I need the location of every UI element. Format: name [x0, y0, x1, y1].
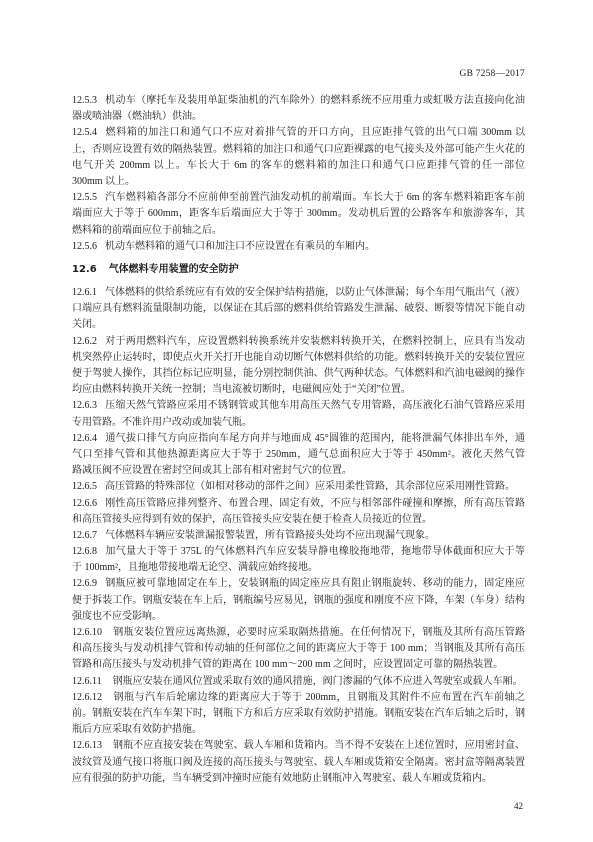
clause-text: 机动车燃料箱的通气口和加注口不应设置在有乘员的车厢内。 — [105, 240, 375, 252]
clause-text: 气体燃料的供给系统应有有效的安全保护结构措施，以防止气体泄漏；每个车用气瓶出气（液） — [105, 287, 525, 299]
clause-line — [72, 125, 525, 141]
clause-line: 端面应大于等于 600mm，距客车后端面应大于等于 300mm。发动机后置的公路客车和旅游客车，其 — [72, 208, 525, 220]
clause-line: 气口至排气管和其他热源距离应大于等于 250mm，通气总面积应大于等于 450mm²。液化天然气管 — [72, 448, 525, 460]
section-number: 12.6 — [72, 263, 97, 275]
clause-number: 12.6.3 — [72, 400, 97, 412]
clause-line — [72, 674, 525, 690]
clause-line — [72, 544, 525, 560]
clause-12-6-13 — [72, 738, 525, 787]
clause-12-6-8 — [72, 544, 525, 576]
clause-text: 通气拔口排气方向应指向车尾方向并与地面成 45°圆锥的范围内，能将泄漏气体排出车外，通 — [105, 432, 525, 444]
clause-number: 12.6.7 — [72, 529, 97, 541]
clause-line — [72, 239, 525, 255]
clause-text: 气体燃料车辆应安装泄漏报警装置，所有管路接头处均不应出现漏气现象。 — [105, 529, 435, 541]
clause-number: 12.6.6 — [72, 497, 97, 509]
clause-12-6-1 — [72, 285, 525, 334]
clause-number: 12.6.10 — [72, 627, 102, 638]
clause-12-6-10 — [72, 625, 525, 674]
clause-number: 12.6.5 — [72, 481, 97, 493]
clause-number: 12.5.4 — [72, 127, 97, 139]
clause-12-6-9 — [72, 576, 525, 625]
clause-12-6-3 — [72, 398, 525, 430]
clause-line: 瓶后方应采取有效防护措施。 — [72, 724, 202, 736]
clause-line: 关闭。 — [72, 319, 102, 331]
clause-number: 12.6.9 — [72, 578, 97, 590]
clause-line: 和高压接头与发动机排气管和传动轴的任何部位之间的距离应大于等于 100 mm；当钢瓶及其所有高压 — [72, 643, 525, 655]
clause-line: 便于驾驶人操作，其挡位标记应明显，能分别控制供油、供气两种状态。气体燃料和汽油电磁阀的操作 — [72, 368, 525, 379]
clause-number: 12.6.2 — [72, 335, 97, 347]
clause-line: 上，否则应设置有效的隔热装置。燃料箱的加注口和通气口应距裸露的电气接头及外部可能产生火花的 — [72, 143, 525, 155]
clause-line — [72, 479, 525, 495]
clause-line — [72, 528, 525, 544]
clause-number: 12.6.12 — [72, 691, 102, 703]
clause-12-6-5 — [72, 479, 525, 495]
clause-text: 钢瓶安装位置应远离热源，必要时应采取隔热措施。在任何情况下，钢瓶及其所有高压管路 — [113, 627, 525, 638]
clause-line: 专用管路。不准许用户改动或加装气瓶。 — [72, 416, 252, 428]
clause-line — [72, 398, 525, 414]
clause-line — [72, 190, 525, 206]
clause-text: 加气量大于等于 375L 的气体燃料汽车应安装导静电橡胶拖地带，拖地带导体截面积应大于等 — [105, 546, 525, 558]
clause-line — [72, 334, 525, 350]
clause-line: 300mm 以上。 — [72, 175, 136, 187]
clause-12-6-4 — [72, 431, 525, 480]
clause-line — [72, 285, 525, 301]
clause-line — [72, 690, 525, 706]
clause-number: 12.5.6 — [72, 240, 97, 252]
clause-12-5-3 — [72, 93, 525, 125]
clause-line: 便于拆装工作。钢瓶安装在车上后，钢瓶编号应易见，钢瓶的强度和刚度不应下降，车架（车身）结构 — [72, 594, 525, 606]
clause-line: 和高压管接头应得到有效的保护，高压管接头应安装在便于检查人员接近的位置。 — [72, 513, 432, 525]
clause-line: 前。钢瓶安装在汽车车架下时，钢瓶下方和后方应采取有效防护措施。钢瓶安装在汽车后轴之后时，钢 — [72, 707, 525, 719]
clause-number: 12.6.13 — [72, 740, 102, 752]
clause-line: 于 100mm²，且拖地带接地端无论空、满载应始终接地。 — [72, 562, 319, 574]
clause-line — [72, 496, 525, 512]
clause-line: 器或喷油器（燃油轨）供油。 — [72, 111, 202, 123]
clause-line: 强度也不应受影响。 — [72, 610, 162, 622]
clause-number: 12.6.11 — [72, 675, 102, 687]
clause-line — [72, 738, 525, 754]
clause-text: 高压管路的特殊部位（如相对移动的部件之间）应采用柔性管路，其余部位应采用刚性管路。 — [105, 481, 515, 493]
clause-text: 燃料箱的加注口和通气口不应对着排气管的开口方向，且应距排气管的出气口端 300mm 以 — [105, 127, 525, 139]
clause-line: 应有很强的防护功能，当车辆受到冲撞时应能有效地防止钢瓶冲入驾驶室、载人车厢或货箱内。 — [72, 772, 492, 784]
clause-12-5-4 — [72, 125, 525, 190]
clause-text: 刚性高压管路应排列整齐、布置合理、固定有效，不应与相邻部件碰撞和摩擦，所有高压管路 — [105, 497, 525, 509]
clause-line — [72, 93, 525, 109]
clause-line: 机突然停止运转时，即使点火开关打开也能自动切断气体燃料供给的功能。燃料转换开关的安装位置应 — [72, 351, 525, 363]
clause-text: 钢瓶应被可靠地固定在车上，安装钢瓶的固定座应具有阻止钢瓶旋转、移动的能力，固定座应 — [105, 578, 525, 590]
clause-12-6-7 — [72, 528, 525, 544]
clause-line: 电气开关 200mm 以上。车长大于 6m 的客车的燃料箱的加注口和通气口应距排气管的任一部位 — [72, 159, 525, 171]
clause-line: 路减压阀不应设置在密封空间或其上部有相对密封气穴的位置。 — [72, 465, 352, 477]
clause-line: 管路和高压接头与发动机排气管的距离在 100 mm～200 mm 之间时，应设置固定可靠的隔热装置。 — [72, 659, 504, 671]
clause-12-5-5 — [72, 190, 525, 239]
clause-number: 12.5.3 — [72, 95, 97, 106]
clause-line: 口端应具有燃料流量限制功能，以保证在其后部的燃料供给管路发生泄漏、破裂、断裂等情况下能自动 — [72, 303, 525, 315]
clause-line — [72, 625, 525, 641]
clause-12-5-6 — [72, 239, 525, 255]
clause-number: 12.6.8 — [72, 546, 97, 558]
clause-text: 对于两用燃料汽车，应设置燃料转换系统并安装燃料转换开关，在燃料控制上，应具有当发动 — [105, 335, 525, 347]
clause-number: 12.6.1 — [72, 287, 97, 299]
running-header: GB 7258—2017 — [459, 69, 525, 79]
clause-text: 钢瓶不应直接安装在驾驶室、载人车厢和货箱内。当不得不安装在上述位置时，应用密封盒、 — [113, 740, 525, 752]
section-title: 气体燃料专用装置的安全防护 — [108, 263, 239, 275]
clause-line: 波纹管及通气接口将瓶口阀及连接的高压接头与驾驶室、载人车厢或货箱安全隔离。密封盒等隔离装置 — [72, 756, 525, 768]
clause-number: 12.5.5 — [72, 192, 97, 204]
clause-line — [72, 431, 525, 447]
clause-12-6-2 — [72, 334, 525, 399]
clause-12-6-6 — [72, 496, 525, 528]
clause-text: 压缩天然气管路应采用不锈钢管或其他车用高压天然气专用管路，高压液化石油气管路应采用 — [105, 400, 525, 412]
clause-number: 12.6.4 — [72, 432, 97, 444]
clause-line: 均应由燃料转换开关统一控制；当电流被切断时，电磁阀应处于“关闭”位置。 — [72, 384, 411, 396]
document-body — [72, 93, 525, 787]
clause-text: 钢瓶与汽车后轮廓边缘的距离应大于等于 200mm，且钢瓶及其附件不应布置在汽车前轴之 — [113, 691, 525, 703]
page-number: 42 — [514, 801, 523, 811]
clause-text: 机动车（摩托车及装用单缸柴油机的汽车除外）的燃料系统不应用重力或虹吸方法直接向化油 — [105, 95, 525, 106]
clause-line: 燃料箱的前端面应位于前轴之后。 — [72, 224, 222, 236]
clause-line — [72, 576, 525, 592]
clause-12-6-12 — [72, 690, 525, 739]
clause-text: 汽车燃料箱各部分不应前伸至前置汽油发动机的前端面。车长大于 6m 的客车燃料箱距客车前 — [105, 192, 525, 204]
clause-text: 钢瓶应安装在通风位置或采取有效的通风措施，阀门渗漏的气体不应进入驾驶室或载人车厢。 — [112, 675, 523, 687]
clause-12-6-11 — [72, 674, 525, 690]
section-heading — [72, 262, 525, 278]
